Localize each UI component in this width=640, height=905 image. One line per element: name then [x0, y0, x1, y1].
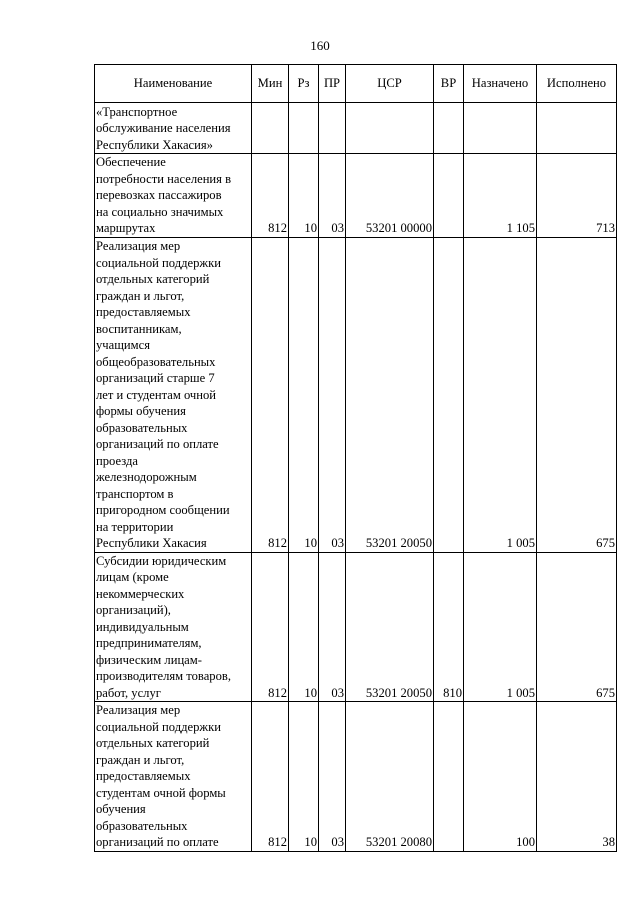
row-executed: 38: [537, 702, 617, 852]
row-name: Реализация мер социальной поддержки отдельных категорий граждан и льгот, предоставляемых воспитанникам, учащимся общеобразовательных организаций старше 7 лет и студентам очной формы обучения образовательных организаций по оплате проезда железнодорожным транспортом в пригородном сообщении на территории Республики Хакасия: [95, 237, 252, 552]
row-vr: 810: [434, 552, 464, 702]
row-assigned: 1 005: [464, 237, 537, 552]
row-assigned: 1 005: [464, 552, 537, 702]
row-executed: [537, 103, 617, 154]
table-row: [95, 552, 617, 702]
row-name: «Транспортное обслуживание населения Республики Хакасия»: [95, 103, 252, 154]
row-rz: 10: [289, 154, 319, 238]
row-pr: 03: [319, 552, 346, 702]
row-executed: 675: [537, 552, 617, 702]
table-row: [95, 103, 617, 154]
row-min: 812: [252, 702, 289, 852]
row-vr: [434, 702, 464, 852]
header-pr: ПР: [319, 65, 346, 103]
row-name: Реализация мер социальной поддержки отдельных категорий граждан и льгот, предоставляемых студентам очной формы обучения образовательных организаций по оплате: [95, 702, 252, 852]
table-header-row: [95, 65, 617, 103]
row-rz: 10: [289, 702, 319, 852]
row-vr: [434, 103, 464, 154]
header-assigned: Назначено: [464, 65, 537, 103]
header-min: Мин: [252, 65, 289, 103]
row-csr: 53201 20050: [346, 552, 434, 702]
row-name: Субсидии юридическим лицам (кроме некоммерческих организаций), индивидуальным предпринимателям, физическим лицам- производителям товаров, работ, услуг: [95, 552, 252, 702]
row-pr: 03: [319, 154, 346, 238]
row-vr: [434, 237, 464, 552]
row-executed: 713: [537, 154, 617, 238]
row-vr: [434, 154, 464, 238]
row-pr: 03: [319, 702, 346, 852]
row-assigned: [464, 103, 537, 154]
row-csr: [346, 103, 434, 154]
row-min: 812: [252, 154, 289, 238]
row-assigned: 100: [464, 702, 537, 852]
table-row: [95, 237, 617, 552]
row-min: [252, 103, 289, 154]
row-min: 812: [252, 237, 289, 552]
row-csr: 53201 20050: [346, 237, 434, 552]
row-pr: 03: [319, 237, 346, 552]
header-executed: Исполнено: [537, 65, 617, 103]
page-number: 160: [310, 38, 330, 53]
budget-table: [94, 64, 617, 852]
row-rz: [289, 103, 319, 154]
row-csr: 53201 00000: [346, 154, 434, 238]
header-name: Наименование: [95, 65, 252, 103]
row-csr: 53201 20080: [346, 702, 434, 852]
header-csr: ЦСР: [346, 65, 434, 103]
table-row: [95, 154, 617, 238]
row-pr: [319, 103, 346, 154]
row-rz: 10: [289, 552, 319, 702]
row-assigned: 1 105: [464, 154, 537, 238]
header-rz: Рз: [289, 65, 319, 103]
row-executed: 675: [537, 237, 617, 552]
row-min: 812: [252, 552, 289, 702]
row-name: Обеспечение потребности населения в перевозках пассажиров на социально значимых маршрутах: [95, 154, 252, 238]
header-vr: ВР: [434, 65, 464, 103]
row-rz: 10: [289, 237, 319, 552]
table-row: [95, 702, 617, 852]
